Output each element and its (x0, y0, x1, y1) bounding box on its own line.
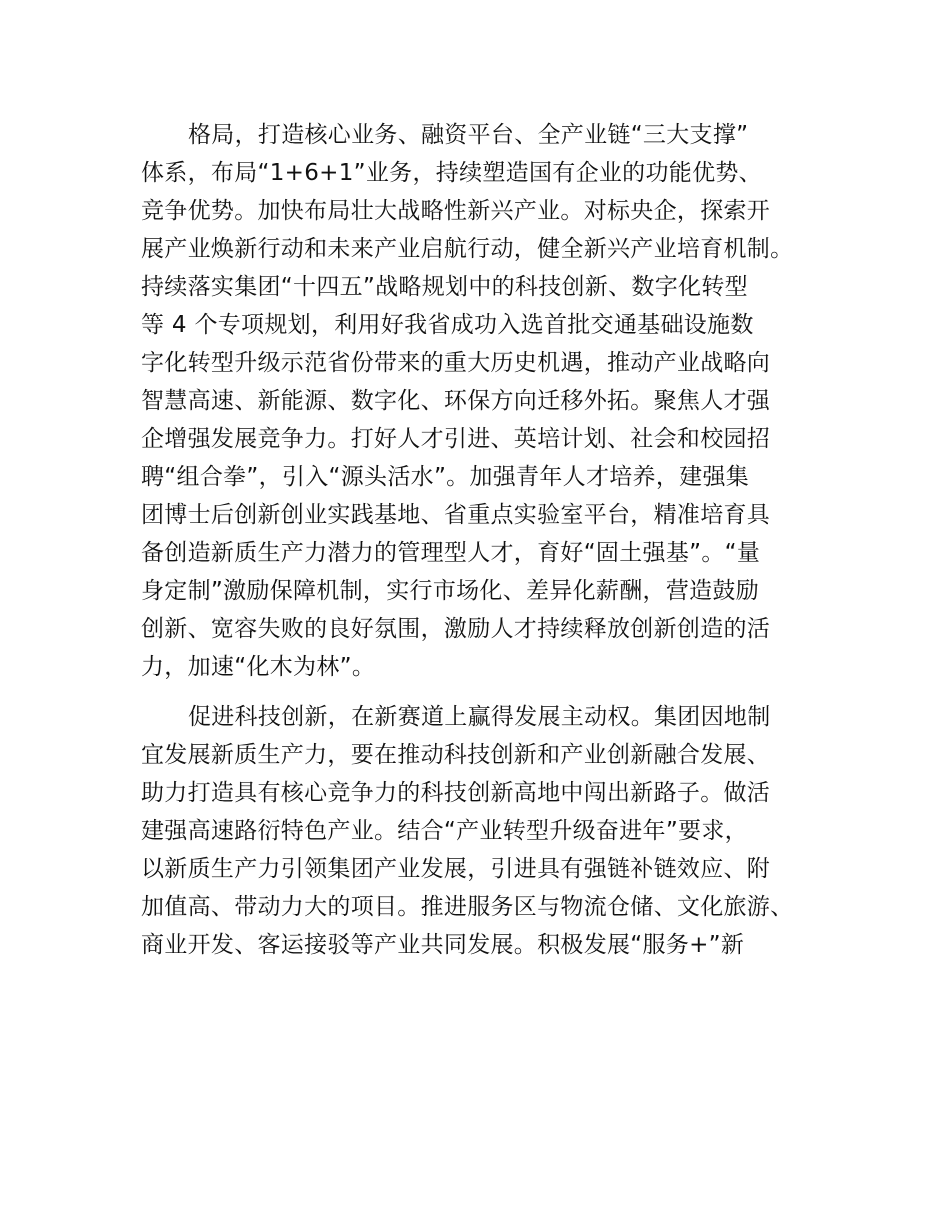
text-line: 身定制”激励保障机制，实行市场化、差异化薪酬，营造鼓励 (141, 578, 760, 604)
text-line: 备创造新质生产力潜力的管理型人才，育好“固土强基”。“量 (141, 540, 761, 566)
text-line: 聘“组合拳”，引入“源头活水”。加强青年人才培养，建强集 (141, 464, 750, 490)
text-line: 建强高速路衍特色产业。结合“产业转型升级奋进年”要求， (141, 818, 748, 844)
text-line: 助力打造具有核心竞争力的科技创新高地中闯出新路子。做活 (141, 780, 771, 806)
text-line: 力，加速“化木为林”。 (141, 654, 376, 680)
text-line: 商业开发、客运接驳等产业共同发展。积极发展“服务+”新 (141, 932, 745, 958)
text-line: 宜发展新质生产力，要在推动科技创新和产业创新融合发展、 (141, 742, 771, 768)
text-line: 企增强发展竞争力。打好人才引进、英培计划、社会和校园招 (141, 426, 771, 452)
text-line: 等 4 个专项规划，利用好我省成功入选首批交通基础设施数 (141, 312, 754, 338)
text-line: 团博士后创新创业实践基地、省重点实验室平台，精准培育具 (141, 502, 771, 528)
text-line: 加值高、带动力大的项目。推进服务区与物流仓储、文化旅游、 (141, 894, 794, 920)
text-line: 持续落实集团“十四五”战略规划中的科技创新、数字化转型 (141, 274, 748, 300)
text-line: 体系，布局“1+6+1”业务，持续塑造国有企业的功能优势、 (141, 160, 762, 186)
text-line: 以新质生产力引领集团产业发展，引进具有强链补链效应、附 (141, 856, 771, 882)
text-line: 展产业焕新行动和未来产业启航行动，健全新兴产业培育机制。 (141, 236, 794, 262)
text-line: 字化转型升级示范省份带来的重大历史机遇，推动产业战略向 (141, 350, 771, 376)
text-line: 创新、宽容失败的良好氛围，激励人才持续释放创新创造的活 (141, 616, 771, 642)
text-line: 智慧高速、新能源、数字化、环保方向迁移外拓。聚焦人才强 (141, 388, 771, 414)
text-line: 格局，打造核心业务、融资平台、全产业链“三大支撑” (188, 122, 749, 148)
text-line: 促进科技创新，在新赛道上赢得发展主动权。集团因地制 (188, 704, 771, 730)
text-line: 竞争优势。加快布局壮大战略性新兴产业。对标央企，探索开 (141, 198, 771, 224)
